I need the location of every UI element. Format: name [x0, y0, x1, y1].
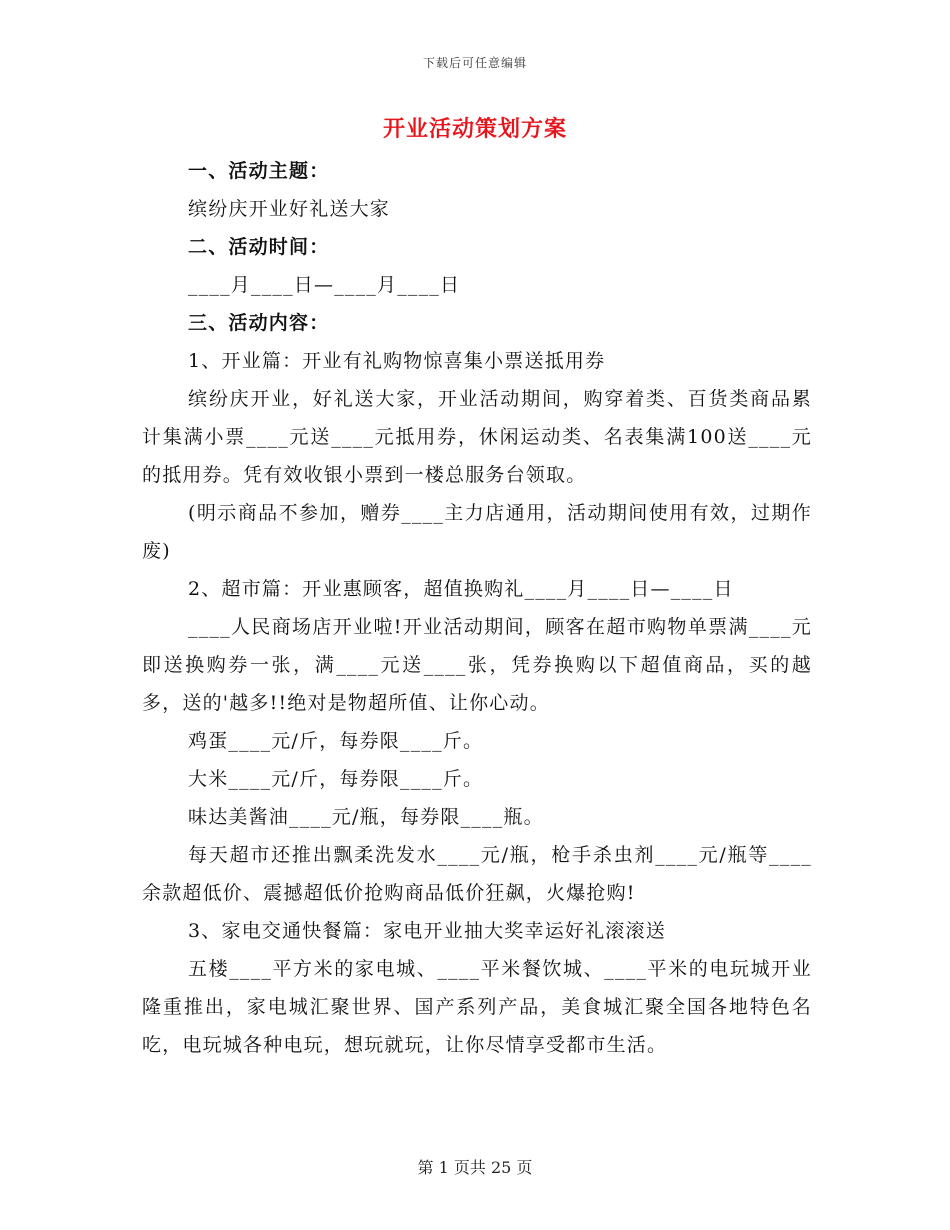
paragraph-appliances-title: 3、家电交通快餐篇：家电开业抽大奖幸运好礼滚滚送	[188, 920, 666, 942]
section-heading-time: 二、活动时间：	[188, 236, 330, 258]
paragraph-rice: 大米____元/斤，每券限____斤。	[188, 768, 484, 790]
paragraph-appliances-body: 五楼____平方米的家电城、____平米餐饮城、____平米的电玩城开业隆重推出，家电城汇聚世界、国产系列产品，美食城汇聚全国各地特色名吃，电玩城各种电玩，想玩就玩，让你尽情享受都市生活。	[142, 958, 812, 1056]
header-note: 下载后可任意编辑	[422, 56, 527, 70]
document-body	[142, 152, 812, 1064]
paragraph-supermarket-body: ____人民商场店开业啦!开业活动期间，顾客在超市购物单票满____元即送换购券一张，满____元送____张，凭券换购以下超值商品，买的越多，送的'越多!!绝对是物超所值、让你心动。	[142, 616, 812, 714]
document-title: 开业活动策划方案	[382, 116, 567, 142]
paragraph-opening-body: 缤纷庆开业，好礼送大家，开业活动期间，购穿着类、百货类商品累计集满小票____元送____元抵用券，休闲运动类、名表集满100送____元的抵用券。凭有效收银小票到一楼总服务台领取。	[142, 388, 812, 486]
paragraph-daily-deals: 每天超市还推出飘柔洗发水____元/瓶，枪手杀虫剂____元/瓶等____余款超低价、震撼超低价抢购商品低价狂飙，火爆抢购!	[142, 844, 812, 904]
paragraph-theme: 缤纷庆开业好礼送大家	[188, 198, 391, 220]
section-heading-content: 三、活动内容：	[188, 312, 330, 334]
paragraph-opening-note: (明示商品不参加，赠券____主力店通用，活动期间使用有效，过期作废)	[142, 502, 812, 562]
page-footer: 第 1 页共 25 页	[417, 1158, 533, 1177]
paragraph-soy-sauce: 味达美酱油____元/瓶，每券限____瓶。	[188, 806, 544, 828]
paragraph-opening-title: 1、开业篇：开业有礼购物惊喜集小票送抵用券	[188, 350, 606, 372]
paragraph-supermarket-title: 2、超市篇：开业惠顾客，超值换购礼____月____日—____日	[188, 578, 734, 600]
section-heading-theme: 一、活动主题：	[188, 160, 330, 182]
paragraph-time: ____月____日—____月____日	[188, 274, 461, 296]
paragraph-eggs: 鸡蛋____元/斤，每券限____斤。	[188, 730, 484, 752]
